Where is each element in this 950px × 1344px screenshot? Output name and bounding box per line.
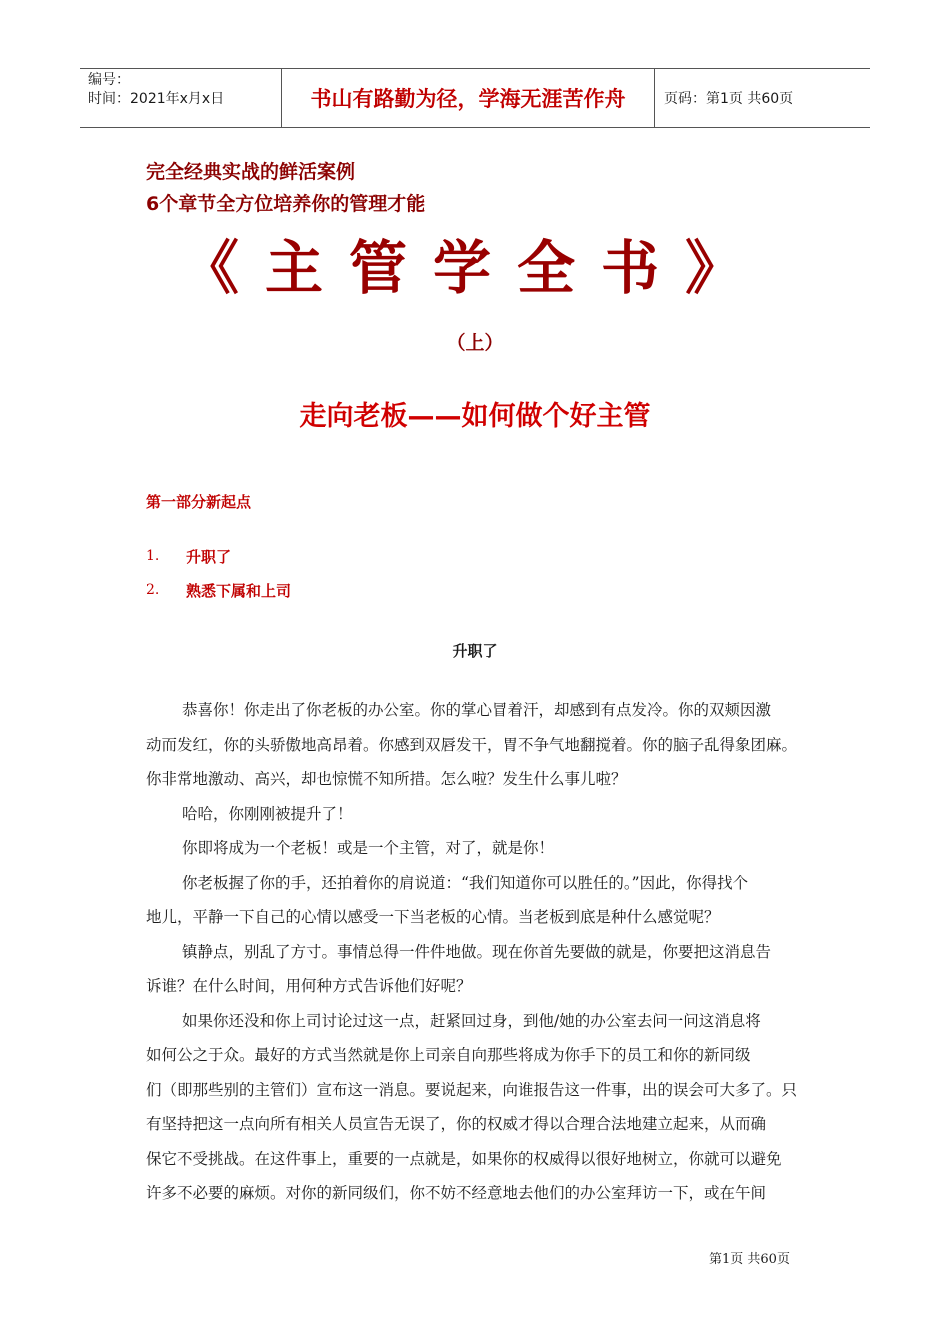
- section-heading: 升职了: [452, 642, 498, 660]
- body-line: 如何公之于众。最好的方式当然就是你上司亲自向那些将成为你手下的员工和你的新同级: [146, 1046, 751, 1064]
- toc-label: 熟悉下属和上司: [186, 581, 292, 600]
- body-line: 恭喜你！你走出了你老板的办公室。你的掌心冒着汗，却感到有点发冷。你的双颊因激: [182, 701, 772, 719]
- body-line: 有坚持把这一点向所有相关人员宣告无误了，你的权威才得以合理合法地建立起来，从而确: [146, 1115, 767, 1133]
- body-line: 你非常地激动、高兴，却也惊慌不知所措。怎么啦？发生什么事儿啦？: [146, 770, 627, 788]
- body-line: 保它不受挑战。在这件事上，重要的一点就是，如果你的权威得以很好地树立，你就可以避免: [146, 1149, 782, 1168]
- body-line: 们（即那些别的主管们）宣布这一消息。要说起来，向谁报告这一件事，出的误会可大多了。只: [146, 1080, 798, 1099]
- intro-line-1: 完全经典实战的鲜活案例: [146, 161, 356, 183]
- toc-number: 2.: [146, 582, 160, 598]
- part-heading: 第一部分新起点: [146, 493, 252, 511]
- header-page-code: 页码：第1页 共60页: [664, 91, 794, 107]
- page-header: [80, 68, 870, 128]
- intro-line-2: 6个章节全方位培养你的管理才能: [146, 193, 426, 215]
- page-footer: 第1页 共60页: [709, 1252, 790, 1267]
- toc-number: 1.: [146, 548, 160, 564]
- time-label: 时间：2021年x月x日: [88, 91, 225, 107]
- book-subtitle: 走向老板——如何做个好主管: [299, 401, 651, 432]
- body-line: 如果你还没和你上司讨论过这一点，赶紧回过身，到他/她的办公室去问一问这消息将: [182, 1011, 761, 1030]
- toc-label: 升职了: [186, 547, 232, 566]
- body-line: 许多不必要的麻烦。对你的新同级们，你不妨不经意地去他们的办公室拜访一下，或在午间: [146, 1184, 767, 1202]
- number-label: 编号：: [88, 72, 130, 88]
- header-motto: 书山有路勤为径，学海无涯苦作舟: [282, 69, 655, 127]
- body-line: 诉谁？在什么时间，用何种方式告诉他们好呢？: [146, 977, 472, 995]
- body-line: 动而发红，你的头骄傲地高昂着。你感到双唇发干，胃不争气地翻搅着。你的脑子乱得象团麻。: [146, 735, 798, 754]
- intro-block: [146, 156, 425, 220]
- toc-item[interactable]: [146, 573, 291, 607]
- body-line: 镇静点，别乱了方寸。事情总得一件件地做。现在你首先要做的就是，你要把这消息告: [182, 942, 772, 961]
- body-line: 哈哈，你刚刚被提升了！: [182, 804, 353, 823]
- volume-label: （上）: [446, 332, 504, 354]
- body-line: 你老板握了你的手，还拍着你的肩说道：“我们知道你可以胜任的。”因此，你得找个: [182, 873, 749, 892]
- body-text: [146, 693, 814, 1211]
- body-line: 你即将成为一个老板！或是一个主管，对了，就是你！: [182, 839, 555, 857]
- body-line: 地儿，平静一下自己的心情以感受一下当老板的心情。当老板到底是种什么感觉呢？: [146, 908, 720, 926]
- table-of-contents: [146, 539, 291, 607]
- book-title: 《主管学全书》: [180, 234, 769, 302]
- toc-item[interactable]: [146, 539, 291, 573]
- header-meta-cell: [80, 69, 282, 127]
